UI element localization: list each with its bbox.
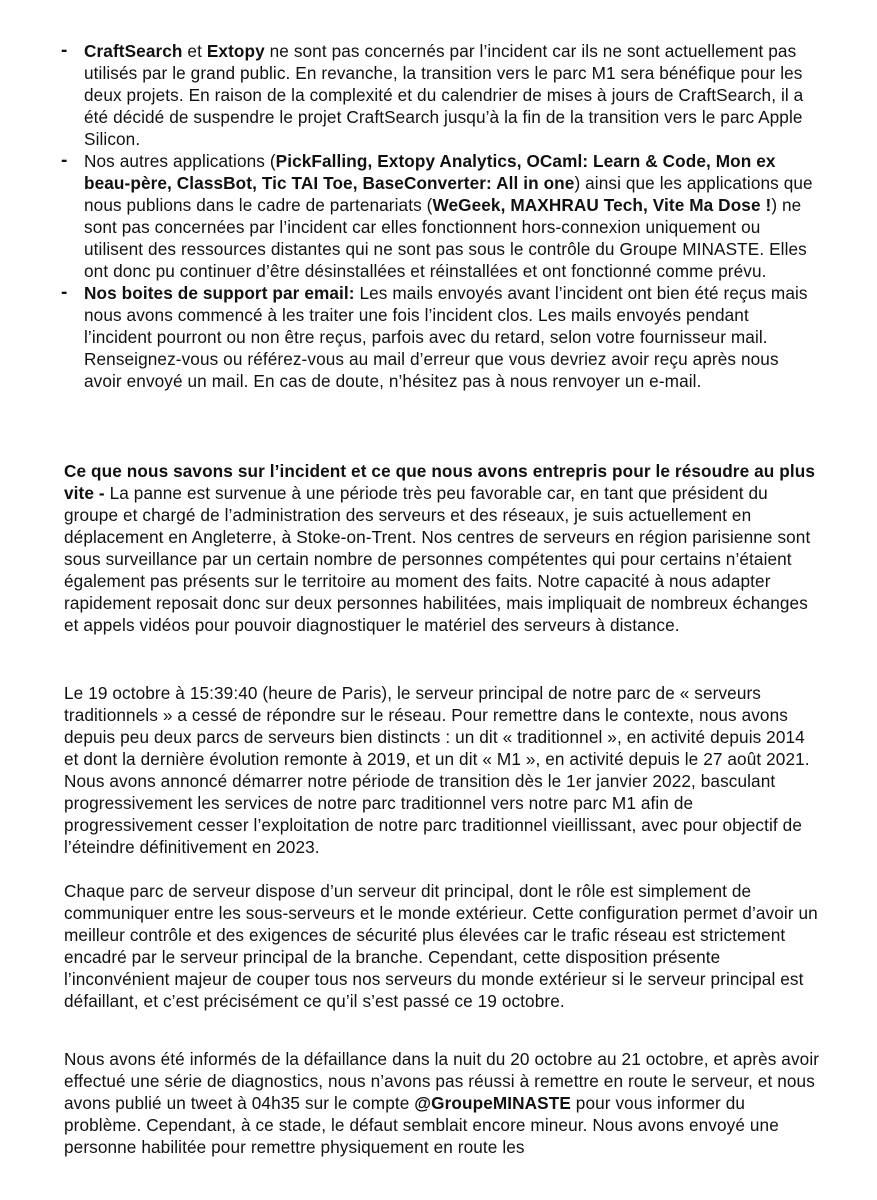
bullet-dash: - <box>61 40 68 61</box>
bullet-dash: - <box>61 282 68 303</box>
impact-list <box>58 40 818 392</box>
text: et <box>182 41 207 61</box>
app-names: PickFalling, Extopy Analytics, OCaml: Learn & Code, Mon ex beau-père, ClassBot, Tic TAI Toe, BaseConverter: All in one <box>84 151 776 193</box>
text: Les mails envoyés avant l’incident ont bien été reçus mais nous avons commencé à les traiter une fois l’incident clos. Les mails envoyés pendant l’incident pourront ou non être reçus, parfois avec du retard, selon votre fournisseur mail. Renseignez-vous ou référez-vous au mail d’erreur que vous devriez avoir reçu après nous avoir envoyé un mail. En cas de doute, n’hésitez pas à nous renvoyer un e-mail. <box>84 283 808 391</box>
text: ne sont pas concernés par l’incident car ils ne sont actuellement pas utilisés par le grand public. En revanche, la transition vers le parc M1 sera bénéfique pour les deux projets. En raison de la complexité et du calendrier de mises à jours de CraftSearch, il a été décidé de suspendre le projet CraftSearch jusqu’à la fin de la transition vers le parc Apple Silicon. <box>84 41 804 149</box>
project-name: Extopy <box>206 41 265 61</box>
support-label: Nos boites de support par email: <box>84 283 355 303</box>
text: Nos autres applications ( <box>84 151 276 171</box>
text: Nous avons été informés de la défaillance dans la nuit du 20 octobre au 21 octobre, et après avoir effectué une série de diagnostics, nous n’avons pas réussi à remettre en route le serveur, et nous avons publié un tweet à 04h35 sur le compte <box>64 1049 820 1113</box>
section-text: La panne est survenue à une période très peu favorable car, en tant que président du groupe et chargé de l’administration des serveurs et des réseaux, je suis actuellement en déplacement en Angleterre, à Stoke-on-Trent. Nos centres de serveurs en région parisienne sont sous surveillance par un certain nombre de personnes compétentes qui pour certains n’étaient également pas présents sur le territoire au moment des faits. Notre capacité à nous adapter rapidement reposait donc sur deux personnes habilitées, mais impliquait de nombreux échanges et appels vidéos pour pouvoir diagnostiquer le matériel des serveurs à distance. <box>64 483 811 635</box>
bullet-dash: - <box>61 150 68 171</box>
project-name: CraftSearch <box>84 41 183 61</box>
incident-section <box>64 460 824 636</box>
list-item-other-apps <box>58 150 818 282</box>
partner-names: WeGeek, MAXHRAU Tech, Vite Ma Dose ! <box>432 195 772 215</box>
paragraph-notification <box>64 1048 824 1158</box>
twitter-handle: @GroupeMINASTE <box>414 1093 571 1113</box>
text: pour vous informer du problème. Cependant, à ce stade, le défaut semblait encore mineur. Nous avons envoyé une personne habilitée pour remettre physiquement en route les <box>64 1093 779 1157</box>
text: ) ainsi que les applications que nous publions dans le cadre de partenariats ( <box>84 173 813 215</box>
section-heading: Ce que nous savons sur l’incident et ce que nous avons entrepris pour le résoudre au plus vite - <box>64 461 815 503</box>
text: ) ne sont pas concernées par l’incident car elles fonctionnent hors-connexion uniquement ou utilisent des ressources distantes qui ne sont pas sous le contrôle du Groupe MINASTE. Elles ont donc pu continuer d’être désinstallées et réinstallées et ont fonctionné comme prévu. <box>84 195 807 281</box>
paragraph-server-architecture: Chaque parc de serveur dispose d’un serveur dit principal, dont le rôle est simplement de communiquer entre les sous-serveurs et le monde extérieur. Cette configuration permet d’avoir un meilleur contrôle et des exigences de sécurité plus élevées car le trafic réseau est strictement encadré par le serveur principal de la branche. Cependant, cette disposition présente l’inconvénient majeur de couper tous nos serveurs du monde extérieur si le serveur principal est défaillant, et c’est précisément ce qu’il s’est passé ce 19 octobre. <box>64 881 818 1011</box>
paragraph-timeline: Le 19 octobre à 15:39:40 (heure de Paris), le serveur principal de notre parc de « serveurs traditionnels » a cessé de répondre sur le réseau. Pour remettre dans le contexte, nous avons depuis peu deux parcs de serveurs bien distincts : un dit « traditionnel », en activité depuis 2014 et dont la dernière évolution remonte à 2019, et un dit « M1 », en activité depuis le 27 août 2021. Nous avons annoncé démarrer notre période de transition dès le 1er janvier 2022, basculant progressivement les services de notre parc traditionnel vers notre parc M1 afin de progressivement cesser l’exploitation de notre parc traditionnel vieillissant, avec pour objectif de l’éteindre définitivement en 2023. <box>64 683 810 857</box>
list-item-support-email <box>58 282 818 392</box>
list-item-craftsearch <box>58 40 818 150</box>
